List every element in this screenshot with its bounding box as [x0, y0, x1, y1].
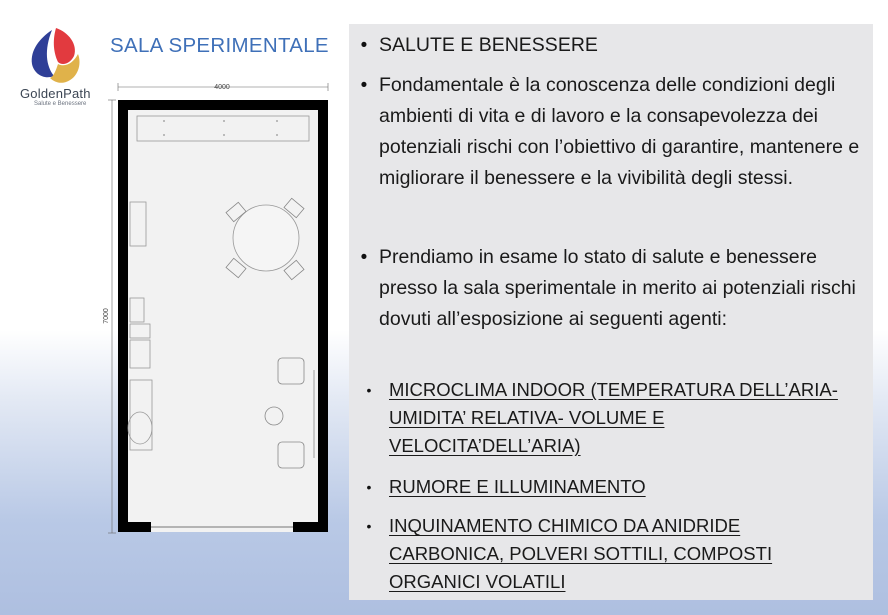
bullet-icon: •: [360, 247, 368, 268]
width-dimension: [118, 83, 328, 91]
bullet-icon: •: [360, 75, 368, 96]
heading-bullet: [349, 30, 873, 61]
page-title: SALA SPERIMENTALE: [110, 34, 329, 57]
agent-label: MICROCLIMA INDOOR (TEMPERATURA DELL’ARIA- UMIDITA’ RELATIVA- VOLUME E VELOCITA’DELL’ARIA): [389, 379, 838, 456]
paragraph-bullet: [349, 242, 873, 335]
width-label: 4000: [214, 84, 230, 91]
brand-tagline: Salute e Benessere: [34, 101, 87, 107]
agent-item: [349, 473, 873, 501]
bullet-icon: •: [366, 518, 372, 534]
floor-plan: [100, 78, 345, 538]
agent-label: RUMORE E ILLUMINAMENTO: [389, 476, 646, 497]
logo-mark-icon: [22, 24, 102, 90]
content-panel: [349, 24, 873, 600]
bullet-icon: •: [366, 479, 372, 495]
brand-name: GoldenPath: [20, 86, 91, 101]
agent-label: INQUINAMENTO CHIMICO DA ANIDRIDE CARBONICA, POLVERI SOTTILI, COMPOSTI ORGANICI VOLATILI: [389, 515, 773, 592]
height-label: 7000: [103, 308, 110, 324]
paragraph-text: Fondamentale è la conoscenza delle condizioni degli ambienti di vita e di lavoro e la consapevolezza dei potenziali rischi con l’obiettivo di garantire, mantenere e migliorare il benessere e la vivibilità degli stessi.: [379, 74, 860, 189]
paragraph-text: Prendiamo in esame lo stato di salute e benessere presso la sala sperimentale in merito ai potenziali rischi dovuti all’esposizione ai seguenti agenti:: [379, 246, 856, 330]
paragraph-bullet: [349, 70, 873, 194]
height-dimension: [103, 100, 116, 533]
agent-item: [349, 376, 873, 460]
bullet-icon: •: [366, 382, 372, 398]
agent-item: [349, 512, 873, 596]
section-heading: SALUTE E BENESSERE: [379, 34, 598, 56]
bullet-icon: •: [360, 35, 368, 56]
